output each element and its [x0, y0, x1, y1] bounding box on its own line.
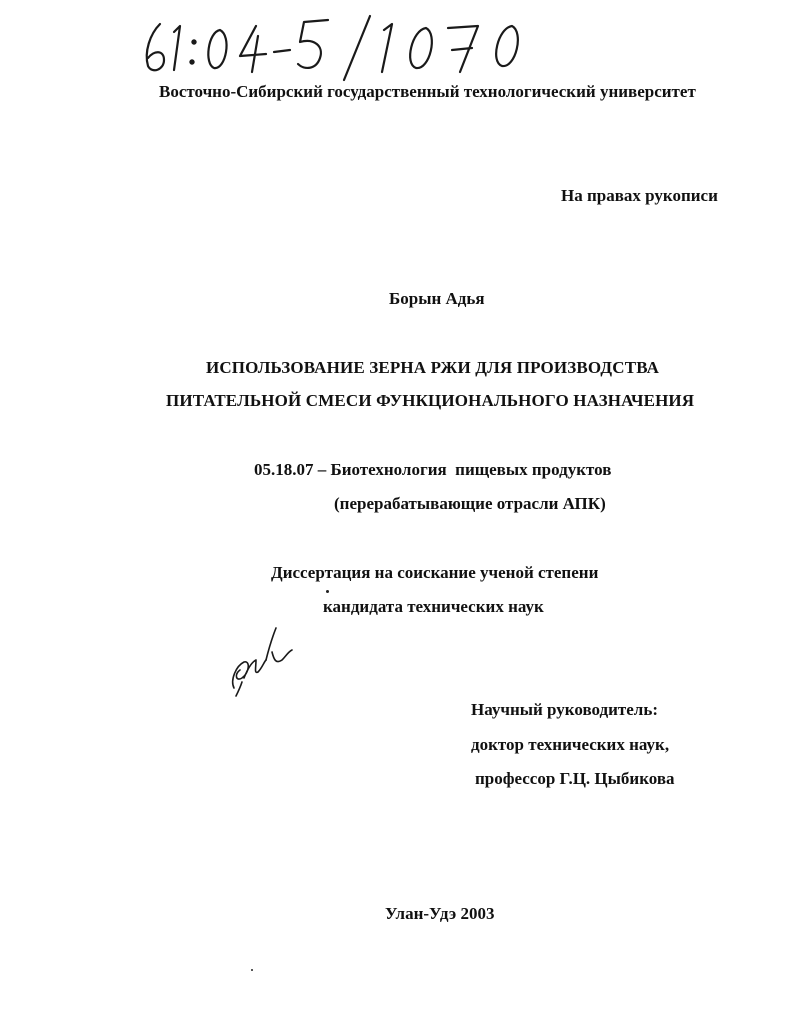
supervisor-name: профессор Г.Ц. Цыбикова: [475, 769, 675, 788]
degree-line-2: кандидата технических наук: [323, 597, 544, 616]
supervisor-label: Научный руководитель:: [471, 700, 658, 719]
stray-mark: [326, 590, 329, 593]
university-name: Восточно-Сибирский государственный технологический университет: [159, 82, 696, 101]
handwritten-signature: [226, 622, 298, 700]
specialty-code-line: 05.18.07 – Биотехнология пищевых продуктов: [254, 460, 612, 479]
dissertation-title-line-1: ИСПОЛЬЗОВАНИЕ ЗЕРНА РЖИ ДЛЯ ПРОИЗВОДСТВА: [206, 358, 660, 377]
manuscript-rights-note: На правах рукописи: [561, 186, 718, 205]
dissertation-title-line-2: ПИТАТЕЛЬНОЙ СМЕСИ ФУНКЦИОНАЛЬНОГО НАЗНАЧЕНИЯ: [166, 391, 695, 410]
supervisor-degree: доктор технических наук,: [471, 735, 670, 754]
scan-speck: [251, 969, 253, 971]
handwritten-archive-number: [138, 12, 568, 82]
author-name: Борын Адья: [389, 289, 485, 308]
specialty-branch-line: (перерабатывающие отрасли АПК): [334, 494, 606, 513]
degree-line-1: Диссертация на соискание ученой степени: [271, 563, 599, 582]
place-and-year: Улан-Удэ 2003: [385, 904, 495, 923]
